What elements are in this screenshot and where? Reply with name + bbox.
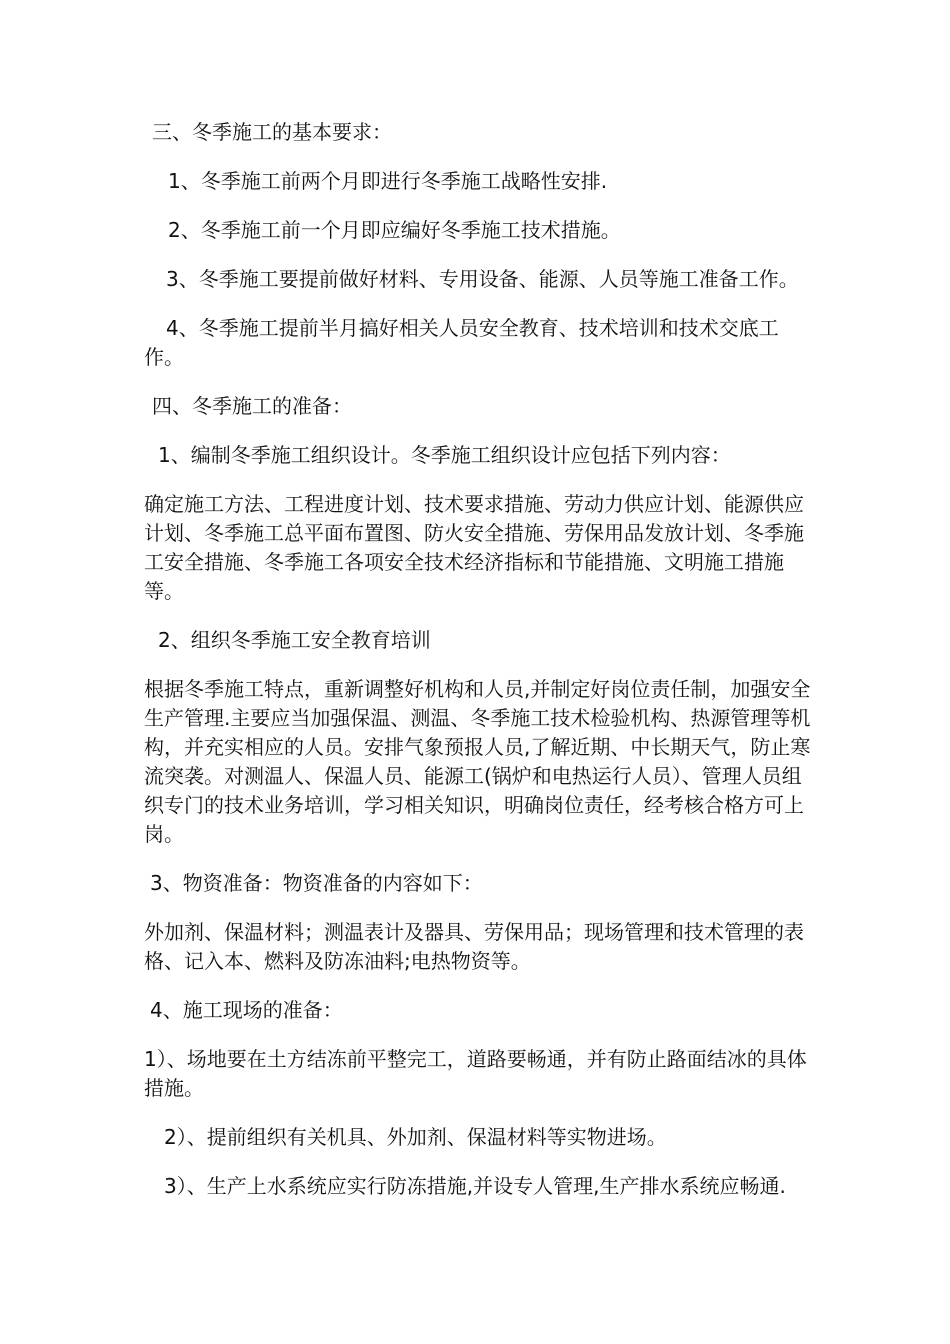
list-item: 1、冬季施工前两个月即进行冬季施工战略性安排.	[168, 169, 608, 193]
list-item: 2、组织冬季施工安全教育培训	[158, 628, 431, 652]
list-item: 1）、场地要在土方结冻前平整完工，道路要畅通，并有防止路面结冰的具体措施。	[144, 1047, 807, 1100]
list-item: 4、冬季施工提前半月搞好相关人员安全教育、技术培训和技术交底工作。	[144, 316, 779, 369]
section-heading-3: 三、冬季施工的基本要求：	[152, 120, 392, 144]
list-item: 3、冬季施工要提前做好材料、专用设备、能源、人员等施工准备工作。	[166, 267, 799, 291]
list-item: 1、编制冬季施工组织设计。冬季施工组织设计应包括下列内容：	[158, 443, 731, 467]
body-paragraph: 确定施工方法、工程进度计划、技术要求措施、劳动力供应计划、能源供应计划、冬季施工总平面布置图、防火安全措施、劳保用品发放计划、冬季施工安全措施、冬季施工各项安全技术经济指标和节能措施、文明施工措施等。	[144, 492, 804, 603]
list-item: 2、冬季施工前一个月即应编好冬季施工技术措施。	[168, 218, 621, 242]
body-paragraph: 根据冬季施工特点，重新调整好机构和人员,并制定好岗位责任制，加强安全生产管理.主要应当加强保温、测温、冬季施工技术检验机构、热源管理等机构，并充实相应的人员。安排气象预报人员,了解近期、中长期天气，防止寒流突袭。对测温人、保温人员、能源工(锅炉和电热运行人员）、管理人员组织专门的技术业务培训，学习相关知识，明确岗位责任，经考核合格方可上岗。	[144, 677, 811, 846]
list-item: 3、物资准备：物资准备的内容如下：	[150, 871, 483, 895]
list-item: 4、施工现场的准备：	[150, 998, 343, 1022]
list-item: 2）、提前组织有关机具、外加剂、保温材料等实物进场。	[164, 1125, 667, 1149]
section-heading-4: 四、冬季施工的准备：	[152, 394, 352, 418]
list-item: 3）、生产上水系统应实行防冻措施,并设专人管理,生产排水系统应畅通.	[164, 1174, 786, 1198]
body-paragraph: 外加剂、保温材料；测温表计及器具、劳保用品；现场管理和技术管理的表格、记入本、燃料及防冻油料;电热物资等。	[144, 920, 804, 973]
document-body	[144, 118, 812, 1221]
